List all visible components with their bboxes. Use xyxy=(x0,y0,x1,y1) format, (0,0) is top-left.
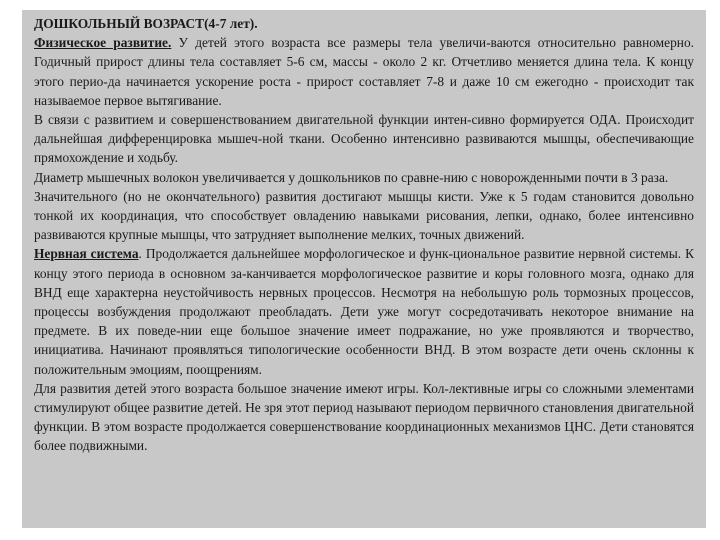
paragraph-muscle-fibers: Диаметр мышечных волокон увеличивается у дошкольников по сравне-нию с новорожденными почти в 3 раза. xyxy=(34,169,669,185)
nervous-system-text: . Продолжается дальнейшее морфологическое и функ-циональное развитие нервной системы. К концу этого периода в основном за-канчивается морфологическое развитие и коры головного мозга, однако для ВНД еще характерна неустойчивость нервных процессов. Несмотря на небольшую роль тормозных процессов, процессы возбуждения продолжают преобладать. Дети уже могут сосредотачивать некоторое внимание на предмете. В их поведе-нии еще большое значение имеет подражание, но уже проявляются и творчество, инициатива. Начинают проявляться типологические особенности ВНД. В этом возрасте дети очень склонны к положительным эмоциям, поощрениям. xyxy=(34,246,694,377)
heading: ДОШКОЛЬНЫЙ ВОЗРАСТ(4-7 лет). xyxy=(34,16,258,31)
paragraph-physical-development xyxy=(34,33,694,110)
paragraph-hand-muscles: Значительного (но не окончательного) развития достигают мышцы кисти. Уже к 5 годам становится довольно тонкой их координация, что способствует овладению навыками рисования, лепки, однако, более интенсивно развиваются крупные мышцы, что затрудняет выполнение мелких, точных движений. xyxy=(34,188,694,243)
physical-development-lead: Физическое развитие. xyxy=(34,35,172,51)
nervous-system-lead: Нервная система xyxy=(34,246,139,262)
paragraph-nervous-system xyxy=(34,244,694,378)
paragraph-motor-function: В связи с развитием и совершенствованием двигательной функции интен-сивно формируется ОДА. Происходит дальнейшая дифференцировка мышеч-ной ткани. Особенно интенсивно развиваются мышцы, обеспечивающие прямохождение и ходьбу. xyxy=(34,112,694,166)
physical-development-text: У детей этого возраста все размеры тела увеличи-ваются относительно равномерно. Годичный прирост длины тела составляет 5-6 см, массы - около 2 кг. Отчетливо меняется длина тела. К концу этого перио-да начинается ускорение роста - прирост составляет 7-8 и даже 10 см ежегодно - происходит так называемое первое вытягивание. xyxy=(34,35,694,108)
text-panel xyxy=(22,10,706,528)
paragraph-games: Для развития детей этого возраста большое значение имеют игры. Кол-лективные игры со сложными элементами стимулируют общее развитие детей. Не зря этот период называют периодом первичного становления двигательной функции. В этом возрасте продолжается совершенствование координационных механизмов ЦНС. Дети становятся более подвижными. xyxy=(34,380,694,454)
